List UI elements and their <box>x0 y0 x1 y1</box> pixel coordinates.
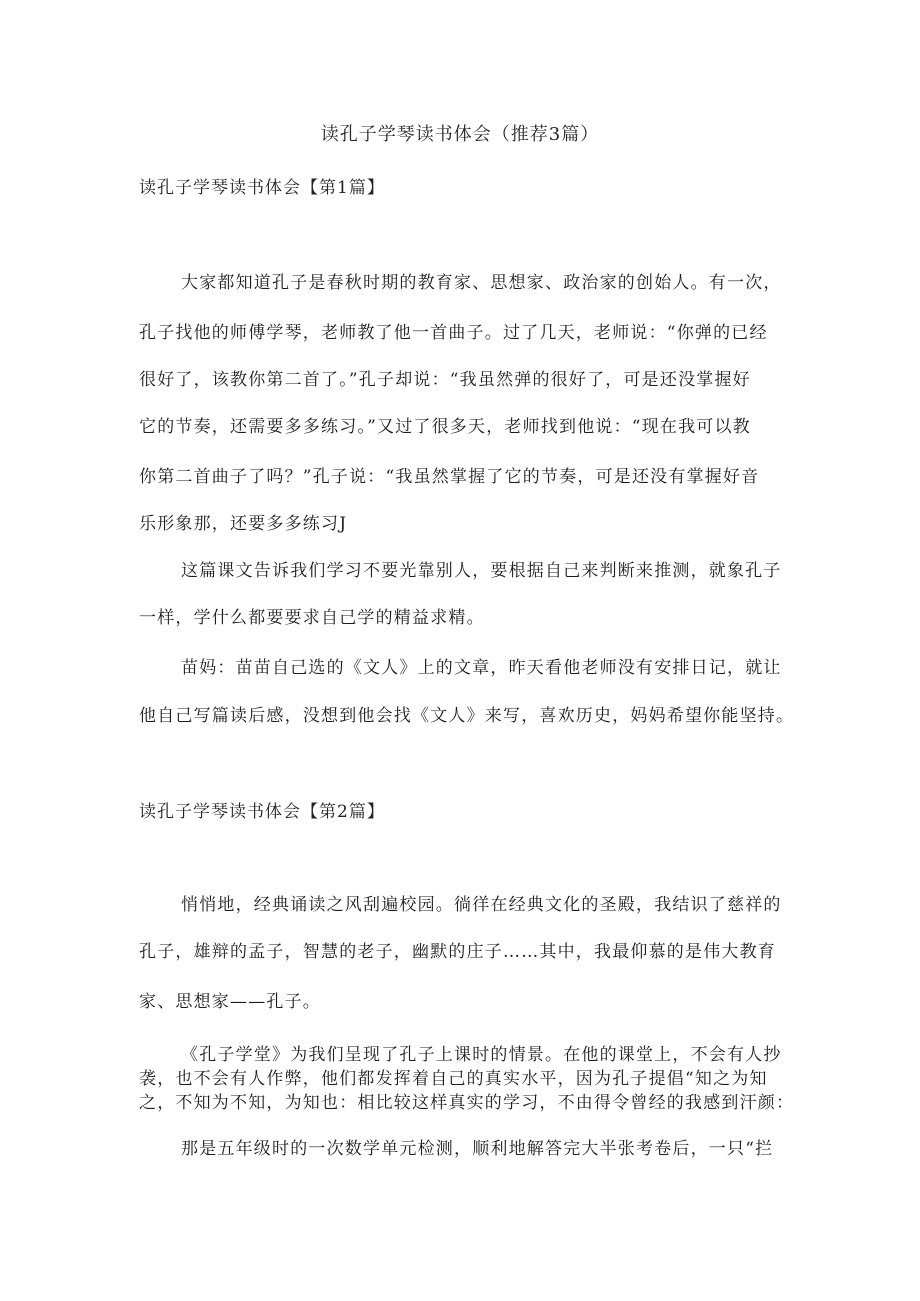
document-title: 读孔子学琴读书体会（推荐3篇） <box>320 124 600 145</box>
section1-line: 孔子找他的师傅学琴，老师教了他一首曲子。过了几天，老师说：“你弹的已经 <box>139 323 768 343</box>
section-heading-2: 读孔子学琴读书体会【第2篇】 <box>139 802 385 822</box>
section2-line: 那是五年级时的一次数学单元检测，顺利地解答完大半张考卷后，一只“拦 <box>181 1139 774 1159</box>
section1-line: 乐形象那，还要多多练习J <box>139 514 348 534</box>
section2-line: 孔子，雄辩的孟子，智慧的老子，幽默的庄子……其中，我最仰慕的是伟大教育 <box>139 942 776 962</box>
section1-line: 这篇课文告诉我们学习不要光靠别人，要根据自己来判断来推测，就象孔子 <box>181 561 782 581</box>
section2-line: 《孔子学堂》为我们呈现了孔子上课时的情景。在他的课堂上，不会有人抄 <box>181 1045 782 1065</box>
section-heading-1: 读孔子学琴读书体会【第1篇】 <box>139 178 385 198</box>
section1-line: 一样，学什么都要要求自己学的精益求精。 <box>139 608 485 628</box>
section2-line: 之，不知为不知，为知也：相比较这样真实的学习，不由得令曾经的我感到汗颜： <box>139 1093 795 1113</box>
section2-line: 袭，也不会有人作弊，他们都发挥着自己的真实水平，因为孔子提倡“知之为知 <box>139 1069 768 1089</box>
section1-line: 他自己写篇读后感，没想到他会找《文人》来写，喜欢历史，妈妈希望你能坚持。 <box>139 706 795 726</box>
section1-line: 很好了，该教你第二首了。”孔子却说：“我虽然弹的很好了，可是还没掌握好 <box>139 370 751 390</box>
section1-line: 苗妈：苗苗自己选的《文人》上的文章，昨天看他老师没有安排日记，就让 <box>181 658 782 678</box>
section2-line: 家、思想家——孔子。 <box>139 992 321 1012</box>
section1-line: 你第二首曲子了吗？”孔子说：“我虽然掌握了它的节奏，可是还没有掌握好音 <box>139 467 760 487</box>
section2-line: 悄悄地，经典诵读之风刮遍校园。徜徉在经典文化的圣殿，我结识了慈祥的 <box>181 895 782 915</box>
section1-line: 它的节奏，还需要多多练习。”又过了很多天，老师找到他说：“现在我可以教 <box>139 417 751 437</box>
section1-line: 大家都知道孔子是春秋时期的教育家、思想家、政治家的创始人。有一次， <box>181 273 782 293</box>
